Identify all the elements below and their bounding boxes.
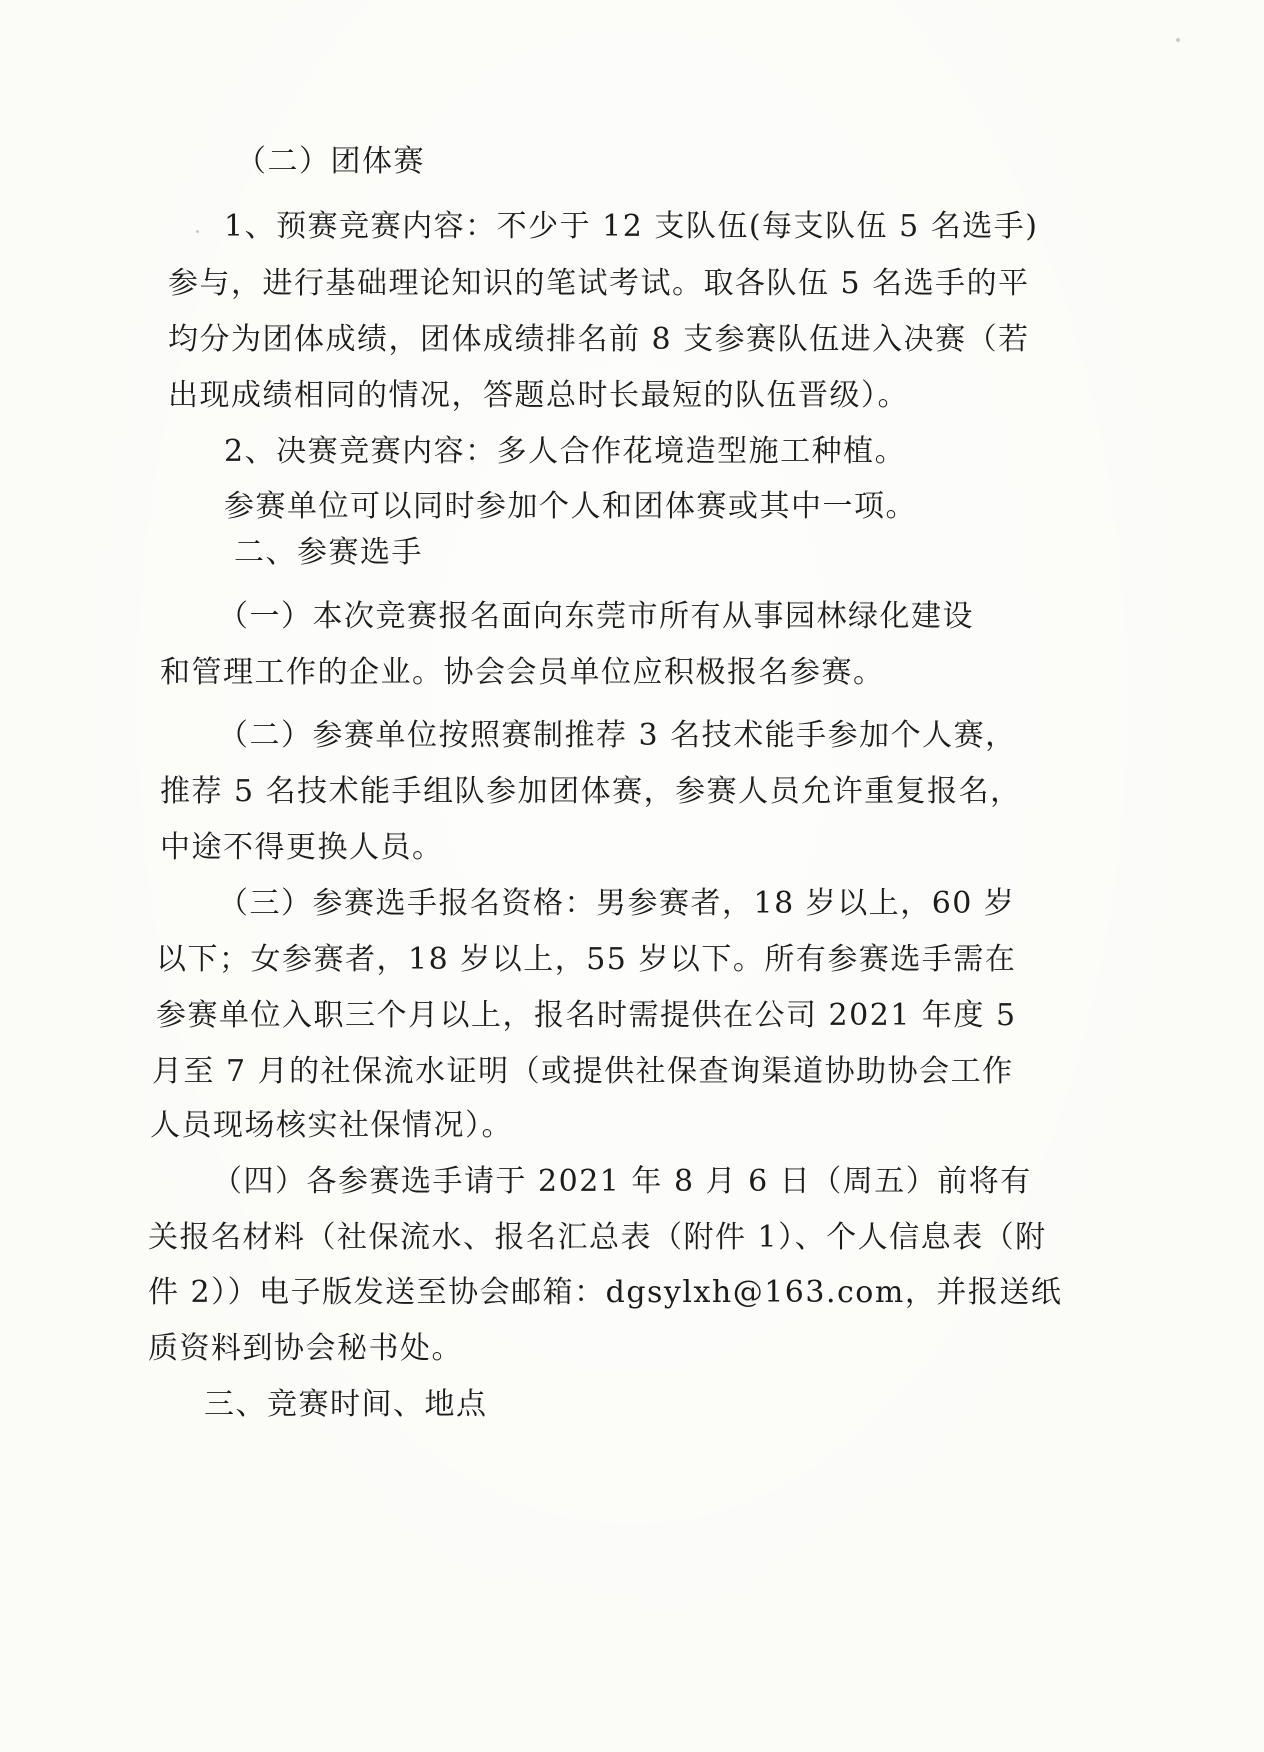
paragraph-line: （二）参赛单位按照赛制推荐 3 名技术能手参加个人赛， xyxy=(218,718,1017,753)
paragraph-line: 参赛单位可以同时参加个人和团体赛或其中一项。 xyxy=(224,489,917,524)
paragraph-line: 中途不得更换人员。 xyxy=(160,830,444,865)
paragraph-line: 质资料到协会秘书处。 xyxy=(148,1331,463,1366)
paragraph-line: 以下；女参赛者，18 岁以上，55 岁以下。所有参赛选手需在 xyxy=(156,942,1017,977)
paragraph-line: 均分为团体成绩，团体成绩排名前 8 支参赛队伍进入决赛（若 xyxy=(168,322,1030,357)
paragraph-line: 和管理工作的企业。协会会员单位应积极报名参赛。 xyxy=(160,655,885,690)
paragraph-line: 推荐 5 名技术能手组队参加团体赛，参赛人员允许重复报名， xyxy=(160,774,1022,809)
paragraph-line: 2、决赛竞赛内容：多人合作花境造型施工种植。 xyxy=(224,434,907,469)
paragraph-line: （四）各参赛选手请于 2021 年 8 月 6 日（周五）前将有 xyxy=(212,1164,1032,1199)
paragraph-line: 人员现场核实社保情况）。 xyxy=(150,1108,513,1143)
paragraph-line: （三）参赛选手报名资格：男参赛者，18 岁以上，60 岁 xyxy=(218,886,1016,921)
paragraph-line: 1、预赛竞赛内容：不少于 12 支队伍(每支队伍 5 名选手) xyxy=(224,209,1039,244)
paragraph-line: 月至 7 月的社保流水证明（或提供社保查询渠道协助协会工作 xyxy=(152,1054,1014,1089)
paragraph-line: （一）本次竞赛报名面向东莞市所有从事园林绿化建设 xyxy=(218,599,974,634)
scan-speck xyxy=(196,230,199,233)
section-heading-time-location: 三、竞赛时间、地点 xyxy=(204,1387,488,1422)
paragraph-line: 件 2））电子版发送至协会邮箱：dgsylxh@163.com，并报送纸 xyxy=(148,1275,1063,1310)
paragraph-line: 参赛单位入职三个月以上，报名时需提供在公司 2021 年度 5 xyxy=(156,998,1017,1033)
paragraph-line: 出现成绩相同的情况，答题总时长最短的队伍晋级）。 xyxy=(168,378,909,413)
paragraph-line: 参与，进行基础理论知识的笔试考试。取各队伍 5 名选手的平 xyxy=(168,266,1030,301)
section-heading-participants: 二、参赛选手 xyxy=(234,535,423,570)
section-heading-team-competition: （二）团体赛 xyxy=(236,144,425,179)
scan-speck xyxy=(1176,38,1180,42)
paragraph-line: 关报名材料（社保流水、报名汇总表（附件 1）、个人信息表（附 xyxy=(148,1220,1047,1255)
